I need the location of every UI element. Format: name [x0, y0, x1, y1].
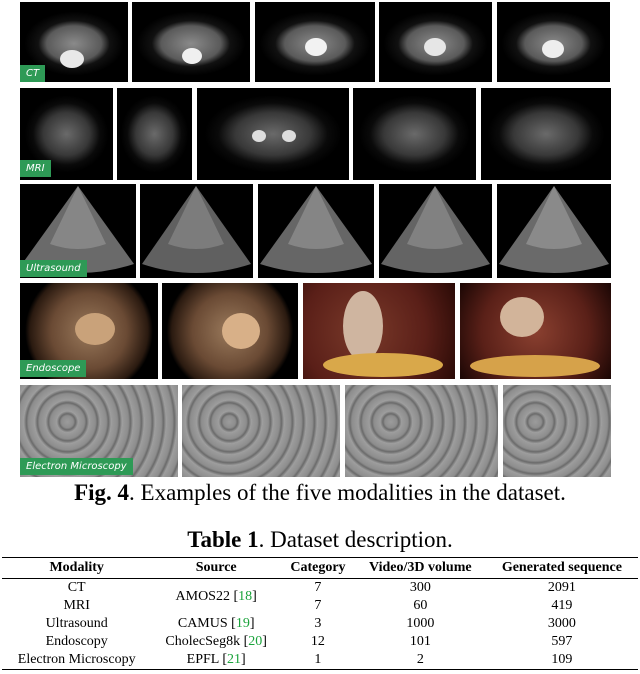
category-cell: 1 — [281, 651, 355, 670]
table-header-row — [2, 558, 638, 579]
category-cell: 12 — [310, 634, 325, 649]
generated-cell: 597 — [551, 634, 573, 649]
ct-scan-image — [255, 2, 375, 82]
ultrasound-image — [497, 184, 611, 278]
citation-link[interactable]: 18 — [238, 589, 253, 604]
ct-scan-image — [497, 2, 610, 82]
volume-cell: 1000 — [406, 616, 435, 631]
column-header: Video/3D volume — [355, 558, 486, 579]
column-header: Category — [281, 558, 355, 579]
endoscope-image — [460, 283, 611, 379]
ct-row — [0, 2, 640, 82]
endoscope-image — [303, 283, 455, 379]
category-cell: 7 — [314, 580, 322, 595]
table-row — [2, 651, 638, 670]
source-cell: AMOS22 [18] — [175, 589, 257, 604]
generated-cell: 419 — [551, 598, 573, 613]
electron-microscopy-row — [0, 385, 640, 477]
modality-cell: MRI — [63, 598, 90, 613]
electron-microscopy-image — [503, 385, 611, 477]
modality-tag: MRI — [20, 160, 51, 177]
source-cell: CholecSeg8k [20] — [165, 634, 267, 649]
figure-caption — [0, 480, 640, 506]
column-header: Source — [151, 558, 281, 579]
mri-scan-image — [481, 88, 611, 180]
modality-tag: Electron Microscopy — [20, 458, 133, 475]
volume-cell: 300 — [409, 580, 431, 595]
modality-cell: Ultrasound — [45, 616, 108, 631]
citation-link[interactable]: 19 — [235, 616, 250, 631]
volume-cell: 60 — [413, 598, 428, 613]
modality-cell: Endoscopy — [45, 634, 108, 649]
volume-cell: 101 — [409, 634, 431, 649]
ct-scan-image — [132, 2, 250, 82]
citation-link[interactable]: 21 — [227, 652, 241, 667]
ultrasound-row — [0, 184, 640, 278]
column-header: Generated sequence — [486, 558, 638, 579]
modality-tag: CT — [20, 65, 45, 82]
table-row — [2, 579, 638, 598]
figure-caption-label: Fig. 4 — [74, 480, 130, 505]
generated-cell: 109 — [486, 651, 638, 670]
mri-scan-image — [197, 88, 349, 180]
category-cell: 3 — [314, 616, 322, 631]
column-header: Modality — [2, 558, 151, 579]
ultrasound-image — [379, 184, 492, 278]
table-caption-text: . Dataset description. — [258, 527, 453, 552]
table-row — [2, 597, 638, 615]
source-cell: CAMUS [19] — [177, 616, 255, 631]
electron-microscopy-image — [345, 385, 498, 477]
citation-link[interactable]: 20 — [248, 634, 263, 649]
generated-cell: 3000 — [547, 616, 576, 631]
category-cell: 7 — [314, 598, 322, 613]
dataset-table — [2, 557, 638, 670]
modality-cell: Electron Microscopy — [2, 651, 151, 670]
endoscope-image — [162, 283, 298, 379]
table-caption-label: Table 1 — [187, 527, 259, 552]
generated-cell: 2091 — [547, 580, 576, 595]
modality-cell: CT — [67, 580, 86, 595]
table-caption — [0, 527, 640, 553]
table-row — [2, 633, 638, 651]
mri-scan-image — [117, 88, 192, 180]
endoscope-row — [0, 283, 640, 379]
mri-scan-image — [353, 88, 476, 180]
modality-tag: Ultrasound — [20, 260, 87, 277]
figure-caption-text: . Examples of the five modalities in the dataset. — [129, 480, 566, 505]
table-row — [2, 615, 638, 633]
ultrasound-image — [258, 184, 374, 278]
ct-scan-image — [379, 2, 492, 82]
mri-row — [0, 88, 640, 180]
modality-tag: Endoscope — [20, 360, 86, 377]
ultrasound-image — [140, 184, 253, 278]
source-cell: EPFL [21] — [151, 651, 281, 670]
volume-cell: 2 — [355, 651, 486, 670]
electron-microscopy-image — [182, 385, 340, 477]
